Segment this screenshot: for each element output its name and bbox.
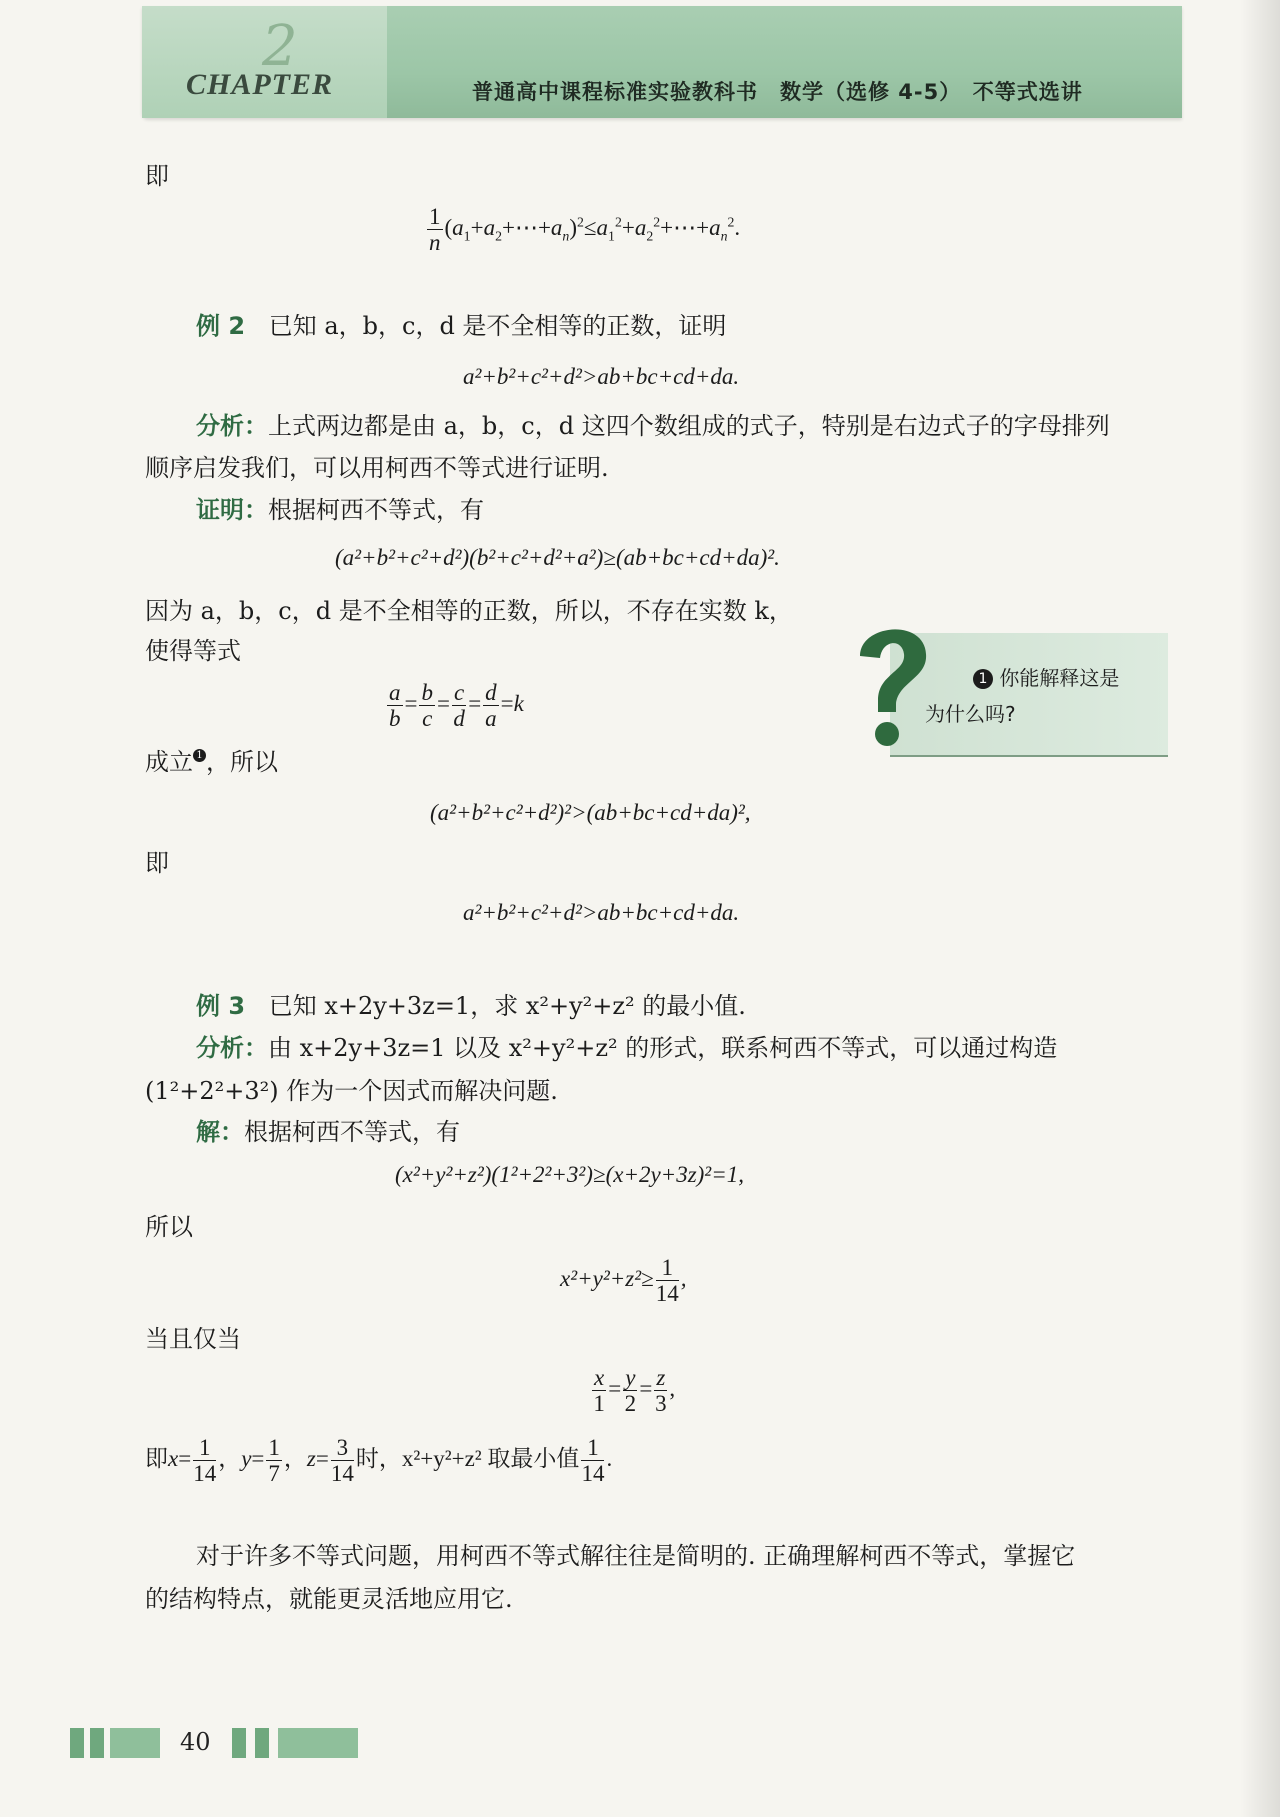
min-inequality-left: x²+y²+z²≥ [560,1266,654,1292]
note-line1: 你能解释这是 [999,666,1120,690]
ratio-equation: $\frac{a}{b}$ = $\frac{b}{c}$ = $\frac{c}{d}$ = $\frac{d}{a}$ =k [389,680,524,732]
example-2-text: 已知 a，b，c，d 是不全相等的正数，证明 [268,312,727,340]
proof-line [196,496,484,525]
equation-mean-square: $\frac{1}{n}$ $(a_1+a_2+\cdots+a_n)^2\le a_1^2+a_2^2+\cdots+a_n^2$. [429,204,741,256]
final-inequality: a²+b²+c²+d²>ab+bc+cd+da. [463,900,740,925]
margin-note-text [925,660,1120,732]
dangqiejin-text: 当且仅当 [145,1325,241,1353]
analysis-3-line1 [196,1034,1057,1063]
example-3-label: 例 3 [196,992,246,1020]
footnote-marker: 1 [193,749,206,762]
proof-text: 根据柯西不等式，有 [268,496,484,524]
footer-bar-3 [110,1728,160,1758]
book-title: 普通高中课程标准实验教科书 数学（选修 4-5） 不等式选讲 [472,80,1083,104]
example-2 [196,312,726,341]
page-number: 40 [180,1728,211,1756]
analysis-label: 分析： [196,412,268,440]
solution-text: 根据柯西不等式，有 [244,1118,460,1146]
min-text-mid: 时，x²+y²+z² 取最小值 [355,1446,580,1472]
text-ji-3: 即 [145,1446,168,1472]
solution-label: 解： [196,1118,244,1146]
chengli-text: 成立 [145,748,193,776]
analysis-text-1: 上式两边都是由 a，b，c，d 这四个数组成的式子，特别是右边式子的字母排列 [268,412,1110,440]
equality-condition: $\frac{x}{1}$ = $\frac{y}{2}$ = $\frac{z}{3}$ , [593,1365,676,1417]
chapter-label: CHAPTER [186,68,334,101]
conclusion-line1: 对于许多不等式问题，用柯西不等式解往往是简明的. 正确理解柯西不等式，掌握它 [196,1542,1076,1570]
strict-inequality: (a²+b²+c²+d²)²>(ab+bc+cd+da)², [430,800,751,825]
analysis-2-line1 [196,412,1110,441]
conclusion-line2: 的结构特点，就能更灵活地应用它. [145,1585,513,1613]
analysis-3-label: 分析： [196,1034,268,1062]
make-equation-text: 使得等式 [145,637,241,665]
solution-line [196,1118,460,1147]
page-header [142,6,1182,118]
footer-bar-6 [278,1728,358,1758]
solution-equation: (x²+y²+z²)(1²+2²+3²)≥(x+2y+3z)²=1, [395,1162,744,1187]
analysis-3-line2: (1²+2²+3²) 作为一个因式而解决问题. [145,1077,558,1105]
min-value-line: 即x= $\frac{1}{14}$ ，y= $\frac{1}{7}$ ，z= $\frac{3}{14}$ 时，x²+y²+z² 取最小值 $\frac{1}{14}$ . [145,1435,613,1487]
suoyi-text: 所以 [145,1213,193,1241]
note-number: 1 [973,669,993,689]
example-3-text: 已知 x+2y+3z=1，求 x²+y²+z² 的最小值. [268,992,746,1020]
min-inequality: x²+y²+z²≥ $\frac{1}{14}$ , [560,1255,687,1307]
text-ji-1: 即 [145,162,169,190]
chengli-line [145,748,278,777]
proof-equation: (a²+b²+c²+d²)(b²+c²+d²+a²)≥(ab+bc+cd+da)². [335,545,780,570]
example-2-equation: a²+b²+c²+d²>ab+bc+cd+da. [463,364,740,389]
analysis-3-text: 由 x+2y+3z=1 以及 x²+y²+z² 的形式，联系柯西不等式，可以通过构造 [268,1034,1058,1062]
example-3 [196,992,746,1021]
chengli-suffix: ，所以 [206,748,278,776]
footer-bar-5 [255,1728,269,1758]
chapter-number: 2 [262,14,298,79]
footer-bar-2 [90,1728,104,1758]
text-ji-2: 即 [145,849,169,877]
footer-bar-1 [70,1728,84,1758]
note-line2: 为什么吗? [925,702,1016,726]
footer-bar-4 [232,1728,246,1758]
proof-label: 证明： [196,496,268,524]
page-edge-shadow [1240,0,1280,1817]
analysis-2-line2: 顺序启发我们，可以用柯西不等式进行证明. [145,454,609,482]
example-2-label: 例 2 [196,312,246,340]
because-line: 因为 a，b，c，d 是不全相等的正数，所以，不存在实数 k， [145,597,793,625]
